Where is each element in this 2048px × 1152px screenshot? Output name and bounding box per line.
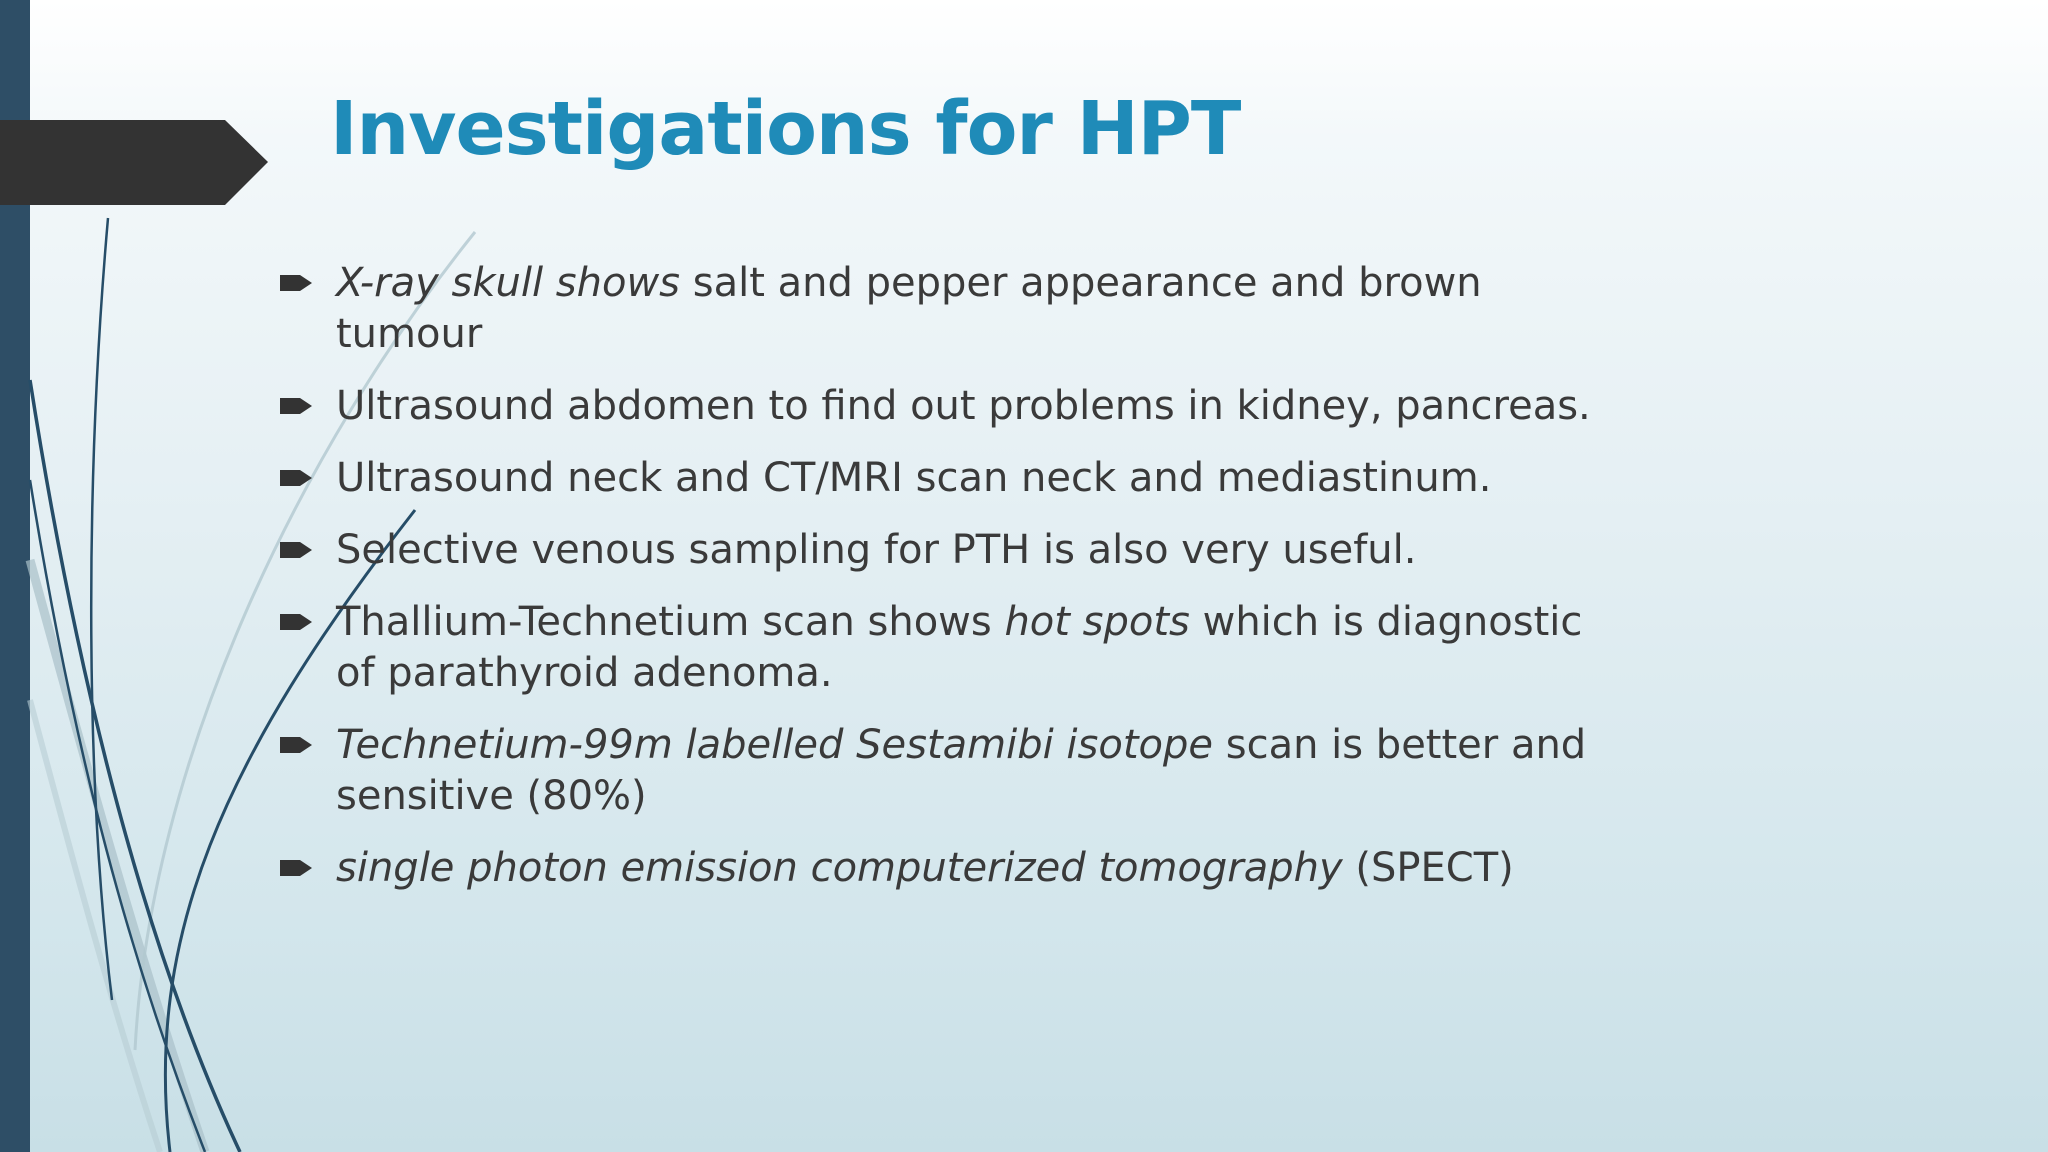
bullet-arrow-icon xyxy=(280,467,314,489)
bullet-item xyxy=(280,525,1600,576)
bullet-text: Thallium-Technetium scan shows xyxy=(336,599,1005,645)
title-tab xyxy=(0,120,268,205)
bullet-text: which is diagnostic of parathyroid adenoma. xyxy=(336,599,1583,696)
bullet-item xyxy=(280,843,1600,894)
curve-dark-1 xyxy=(91,218,112,1000)
bullet-item xyxy=(280,597,1600,699)
bullet-text: Ultrasound neck and CT/MRI scan neck and mediastinum. xyxy=(336,455,1492,501)
bullet-text: salt and pepper appearance and brown tumour xyxy=(336,260,1482,357)
bullet-text-italic: single photon emission computerized tomography xyxy=(336,845,1343,891)
bullet-item xyxy=(280,381,1600,432)
curve-light-1 xyxy=(30,560,205,1152)
bullet-arrow-icon xyxy=(280,734,314,756)
bullet-arrow-icon xyxy=(280,611,314,633)
bullet-text: scan is better and sensitive (80%) xyxy=(336,722,1587,819)
bullet-arrow-icon xyxy=(280,272,314,294)
bullet-text: (SPECT) xyxy=(1342,845,1514,891)
bullet-text: Selective venous sampling for PTH is also very useful. xyxy=(336,527,1417,573)
bullet-item xyxy=(280,720,1600,822)
bullet-text-italic: hot spots xyxy=(1004,599,1190,645)
slide-title: Investigations for HPT xyxy=(330,86,1241,172)
curve-dark-3 xyxy=(30,480,205,1152)
bullet-text-italic: Technetium-99m labelled Sestamibi isotope xyxy=(336,722,1214,768)
bullet-arrow-icon xyxy=(280,539,314,561)
bullet-arrow-icon xyxy=(280,395,314,417)
bullet-text: Ultrasound abdomen to find out problems in kidney, pancreas. xyxy=(336,383,1591,429)
bullet-text-italic: X-ray skull shows xyxy=(336,260,681,306)
bullet-arrow-icon xyxy=(280,857,314,879)
bullet-list xyxy=(280,258,1600,915)
bullet-item xyxy=(280,258,1600,360)
bullet-item xyxy=(280,453,1600,504)
